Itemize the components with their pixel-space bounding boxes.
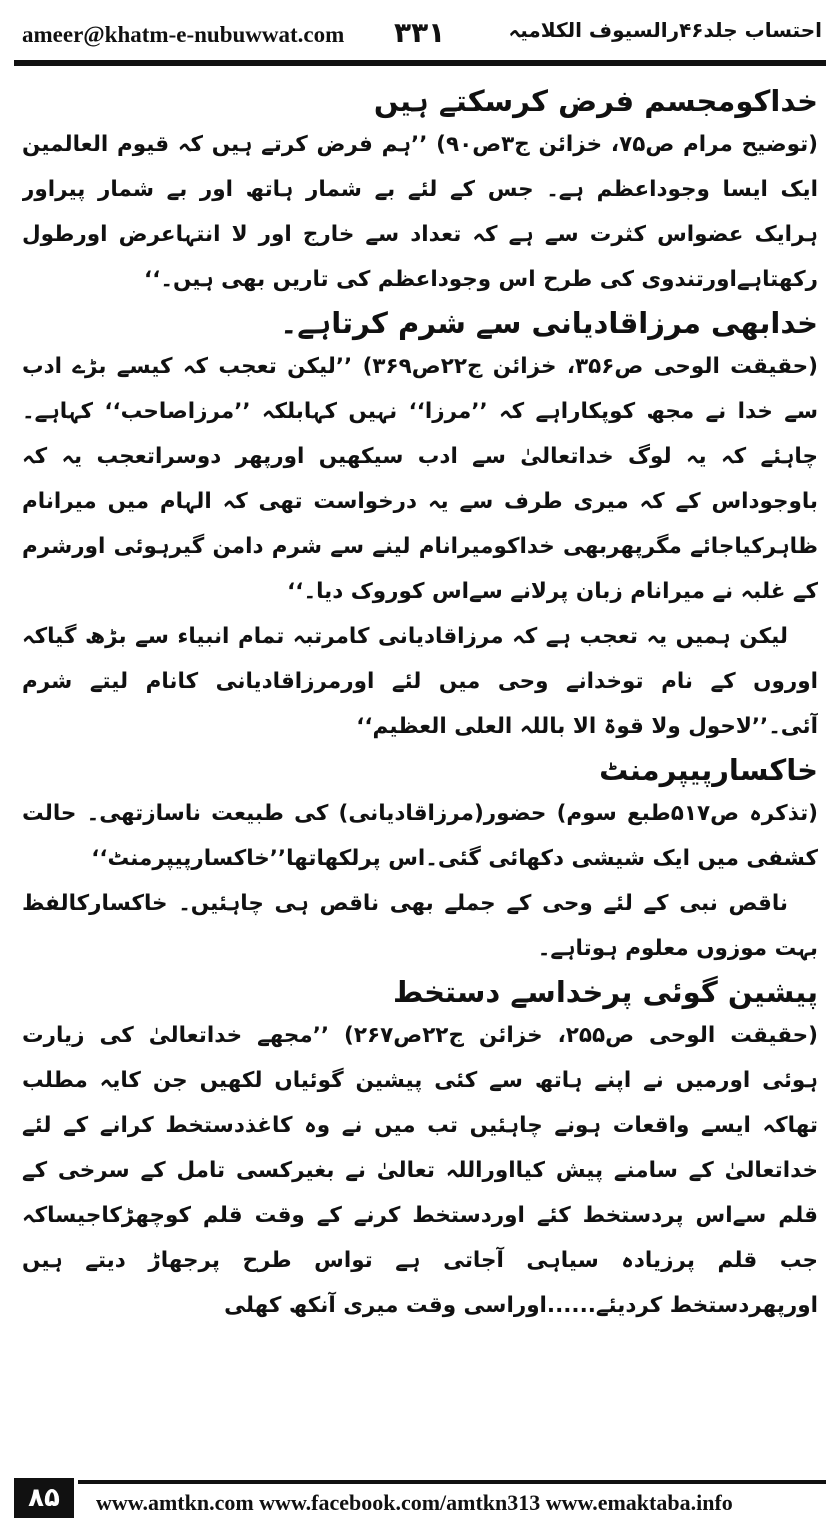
paragraph-text: ناقص نبی کے لئے وحی کے جملے بھی ناقص ہی چاہئیں۔ خاکسارکالفظ بہت موزوں معلوم ہوتاہے۔ [22,891,818,961]
footer-rule [78,1480,826,1484]
header-book-title: احتساب جلد۴۶رالسیوف الکلامیہ [508,18,822,42]
paragraph [22,1013,818,1328]
paragraph [22,614,818,749]
citation: (تذکرہ ص۵۱۷طبع سوم) [556,801,818,826]
paragraph-text: ’’ہم فرض کرتے ہیں کہ قیوم العالمین ایک ایسا وجوداعظم ہے۔ جس کے لئے بے شمار ہاتھ اور بے شمار پیراور ہرایک عضواس کثرت سے ہے کہ تعداد سے خارج اور لا انتہاعرض اورطول رکھتاہےاورتندوی کی طرح اس وجوداعظم کی تاریں بھی ہیں۔‘‘ [22,132,818,292]
header-email: ameer@khatm-e-nubuwwat.com [22,22,345,47]
page-content [22,80,818,1450]
header-page-number: ۳۳۱ [394,16,446,49]
section-heading: خداکومجسم فرض کرسکتے ہیں [373,84,818,118]
footer-links[interactable]: www.amtkn.com www.facebook.com/amtkn313 www.emaktaba.info [96,1490,733,1515]
paragraph [22,344,818,614]
page-header [14,18,826,52]
paragraph-text: لیکن ہمیں یہ تعجب ہے کہ مرزاقادیانی کامرتبہ تمام انبیاء سے بڑھ گیاکہ اوروں کے نام توخدانے وحی میں لئے اورمرزاقادیانی کانام لیتے شرم آئی۔’’لاحول ولا قوۃ الا باللہ العلی العظیم‘‘ [22,624,818,739]
citation: (حقیقت الوحی ص۲۵۵، خزائن ج۲۲ص۲۶۷) [344,1023,818,1048]
header-rule [14,60,826,66]
paragraph-text: ’’مجھے خداتعالیٰ کی زیارت ہوئی اورمیں نے اپنے ہاتھ سے کئی پیشین گوئیاں لکھیں جن کایہ مطلب تھاکہ ایسے واقعات ہونے چاہئیں تب میں نے وہ کاغذدستخط کرانے کے لئے خداتعالیٰ کے سامنے پیش کیااوراللہ تعالیٰ نے بغیرکسی تامل کے سرخی کے قلم سےاس پردستخط کئے اوردستخط کرنے کے وقت قلم کوچھڑکاجیساکہ جب قلم پرزیادہ سیاہی آجاتی ہے تواس طرح پرجھاڑ دیتے ہیں اورپھردستخط کردیئے......اوراسی وقت میری آنکھ کھلی [22,1023,818,1318]
citation: (توضیح مرام ص۷۵، خزائن ج۳ص۹۰) [436,132,818,157]
section-heading: خاکسارپیپرمنٹ [599,753,818,787]
paragraph-text: ’’لیکن تعجب کہ کیسے بڑے ادب سے خدا نے مجھ کوپکاراہے کہ ’’مرزا‘‘ نہیں کہابلکہ ’’مرزاصاحب‘‘ کہاہے۔ چاہئے کہ یہ لوگ خداتعالیٰ سے ادب سیکھیں اورپھر دوسراتعجب یہ کہ باوجوداس کے کہ میری طرف سے یہ درخواست تھی کہ الہام میں میرانام ظاہرکیاجائے مگرپھربھی خداکومیرانام لینے سے شرم دامن گیرہوئی اورشرم کے غلبہ نے میرانام زبان پرلانے سےاس کوروک دیا۔‘‘ [22,354,818,604]
footer-page-number: ۸۵ [14,1478,74,1518]
citation: (حقیقت الوحی ص۳۵۶، خزائن ج۲۲ص۳۶۹) [362,354,818,379]
section-heading: خدابھی مرزاقادیانی سے شرم کرتاہے۔ [280,306,818,340]
paragraph-text: حضور(مرزاقادیانی) کی طبیعت ناسازتھی۔ حالت کشفی میں ایک شیشی دکھائی گئی۔اس پرلکھاتھا’’خاکسارپیپرمنٹ‘‘ [22,801,818,871]
paragraph [22,791,818,881]
page-footer [14,1476,826,1522]
paragraph [22,122,818,302]
section-heading: پیشین گوئی پرخداسے دستخط [393,975,818,1009]
paragraph [22,881,818,971]
